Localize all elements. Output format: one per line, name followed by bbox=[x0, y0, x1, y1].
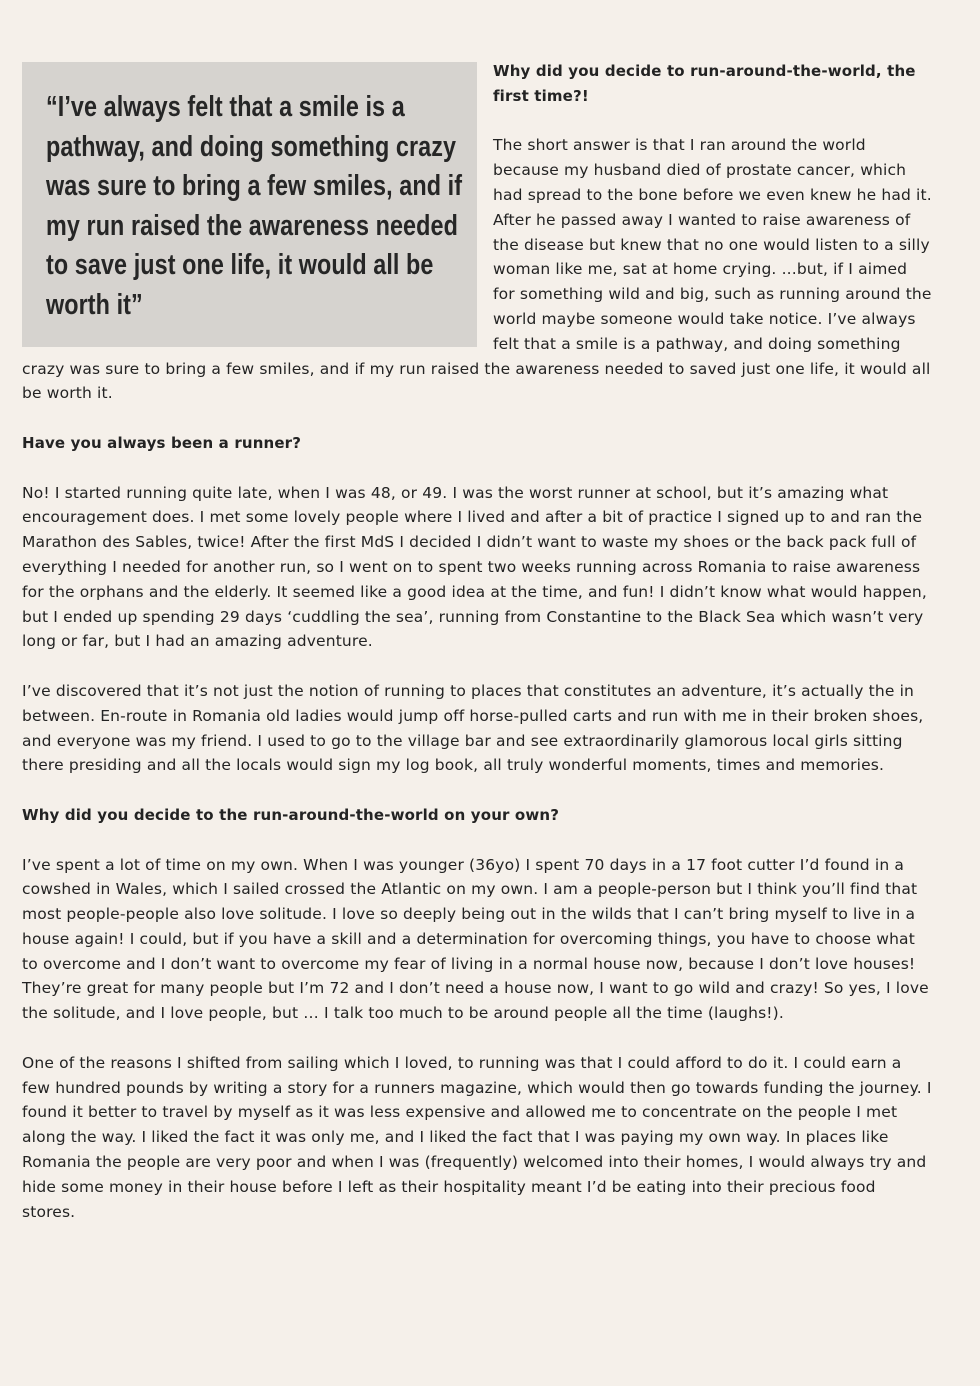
answer-paragraph: I’ve discovered that it’s not just the notion of running to places that constitutes an adventure, it’s actually the in between. En-route in Romania old ladies would jump off horse-pulled carts and run with me in their broken shoes, and everyone was my friend. I used to go to the village bar and see extraordinarily glamorous local girls sitting there presiding and all the locals would sign my log book, all truly wonderful moments, times and memories. bbox=[22, 681, 924, 775]
answer-paragraph: No! I started running quite late, when I was 48, or 49. I was the worst runner at school, but it’s amazing what encouragement does. I met some lovely people where I lived and after a bit of practice I signed up to and ran the Marathon des Sables, twice! After the first MdS I decided I didn’t want to waste my shoes or the back pack full of everything I needed for another run, so I went on to spent two weeks running across Romania to raise awareness for the orphans and the elderly. It seemed like a good idea at the time, and fun! I didn’t know what would happen, but I ended up spending 29 days ‘cuddling the sea’, running from Constantine to the Black Sea which wasn’t very long or far, but I had an amazing adventure. bbox=[22, 483, 927, 651]
pull-quote-text: “I’ve always felt that a smile is a pathway, and doing something crazy was sure to bring a few smiles, and if my run raised the awareness needed to save just one life, it would all be worth it” bbox=[46, 91, 463, 321]
answer-paragraph: One of the reasons I shifted from sailing which I loved, to running was that I could afford to do it. I could earn a few hundred pounds by writing a story for a runners magazine, which would then go towards funding the journey. I found it better to travel by myself as it was less expensive and allowed me to concentrate on the people I met along the way. I liked the fact it was only me, and I liked the fact that I was paying my own way. In places like Romania the people are very poor and when I was (frequently) welcomed into their homes, I would always try and hide some money in their house before I left as their hospitality meant I’d be eating into their precious food stores. bbox=[22, 1053, 932, 1221]
question-heading-on-own: Why did you decide to the run-around-the-world on your own? bbox=[22, 805, 560, 824]
article-page bbox=[22, 0, 932, 1224]
answer-paragraph: The short answer is that I ran around the world because my husband died of prostate cancer, which had spread to the bone before we even knew he had it. After he passed away I wanted to raise awareness of the disease but knew that no one would listen to a silly woman like me, sat at home crying. ...but, if I aimed for something wild and big, such as running around the world maybe someone would take notice. I’ve always felt that a smile is a pathway, and doing something crazy was sure to bring a few smiles, and if my run raised the awareness needed to saved just one life, it would all be worth it. bbox=[22, 136, 932, 403]
question-heading-runner: Have you always been a runner? bbox=[22, 433, 302, 452]
answer-paragraph: I’ve spent a lot of time on my own. When I was younger (36yo) I spent 70 days in a 17 foot cutter I’d found in a cowshed in Wales, which I sailed crossed the Atlantic on my own. I am a people-person but I think you’ll find that most people-people also love solitude. I love so deeply being out in the wilds that I can’t bring myself to live in a house again! I could, but if you have a skill and a determination for overcoming things, you have to choose what to overcome and I don’t want to overcome my fear of living in a normal house now, because I don’t love houses! They’re great for many people but I’m 72 and I don’t need a house now, I want to go wild and crazy! So yes, I love the solitude, and I love people, but … I talk too much to be around people all the time (laughs!). bbox=[22, 855, 929, 1023]
question-heading-first-run: Why did you decide to run-around-the-world, the first time?! bbox=[493, 62, 916, 105]
pull-quote-box bbox=[22, 62, 477, 347]
